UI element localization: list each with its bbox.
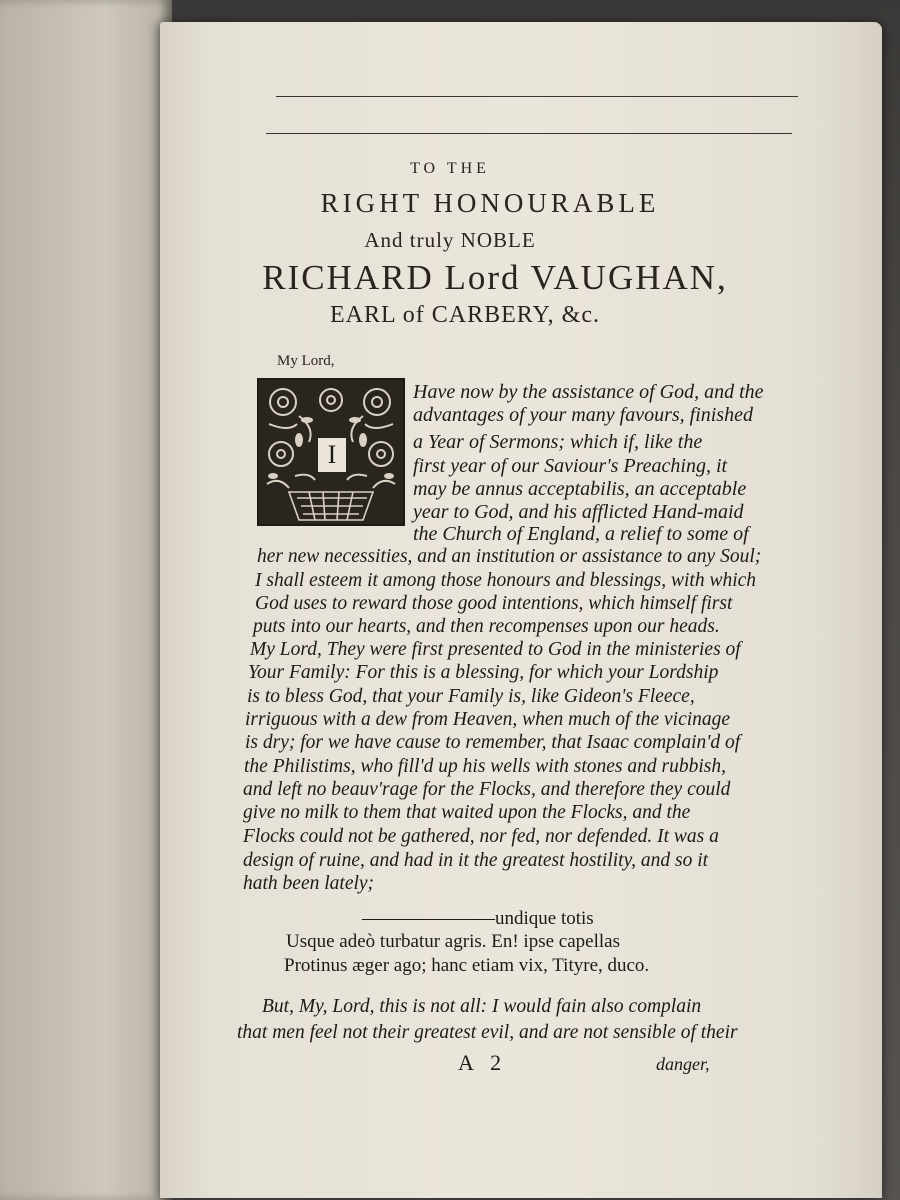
body-line: advantages of your many favours, finished [413, 404, 753, 426]
body-line: year to God, and his afflicted Hand-maid [413, 501, 744, 523]
body-line: I shall esteem it among those honours and blessings, with which [255, 570, 757, 591]
verse-line: Protinus æger ago; hanc etiam vix, Tityre, duco. [284, 955, 650, 976]
body-line: her new necessities, and an institution or assistance to any Soul; [257, 546, 762, 567]
header-rule-bottom [266, 133, 792, 134]
body-line: hath been lately; [243, 873, 375, 894]
body-line: and left no beauv'rage for the Flocks, and therefore they could [243, 779, 731, 800]
body-line: is to bless God, that your Family is, like Gideon's Fleece, [247, 686, 695, 707]
body-line: Your Family: For this is a blessing, for which your Lordship [248, 662, 719, 683]
body-line: design of ruine, and had in it the greatest hostility, and so it [243, 850, 709, 871]
body-line: may be annus acceptabilis, an acceptable [413, 478, 747, 500]
body-line: the Philistims, who fill'd up his wells with stones and rubbish, [244, 756, 726, 777]
body-line: a Year of Sermons; which if, like the [413, 431, 703, 453]
heading-richard-lord-vaughan: RICHARD Lord VAUGHAN, [262, 258, 728, 297]
body-line: My Lord, They were first presented to God in the ministeries of [250, 639, 741, 660]
body-line: irriguous with a dew from Heaven, when much of the vicinage [245, 709, 731, 730]
body-line: Flocks could not be gathered, nor fed, nor defended. It was a [243, 826, 719, 847]
catchword: danger, [656, 1054, 710, 1074]
body-line: the Church of England, a relief to some of [413, 523, 749, 545]
heading-earl-of-carbery: EARL of CARBERY, &c. [329, 302, 601, 328]
salutation: My Lord, [277, 353, 335, 369]
body-line: is dry; for we have cause to remember, that Isaac complain'd of [245, 732, 741, 753]
body-line: puts into our hearts, and then recompenses upon our heads. [253, 616, 720, 637]
body-line: first year of our Saviour's Preaching, it [413, 455, 728, 477]
facing-page [0, 0, 172, 1200]
drop-cap-letter: I [316, 436, 348, 474]
verse-line: ———————undique totis [362, 908, 594, 929]
heading-to-the: TO THE [410, 160, 490, 177]
verse-line: Usque adeò turbatur agris. En! ipse capellas [286, 931, 620, 952]
closing-line: that men feel not their greatest evil, and are not sensible of their [237, 1022, 738, 1043]
facing-page-ghost-text [62, 40, 80, 120]
signature-mark: A 2 [458, 1050, 508, 1075]
body-line: Have now by the assistance of God, and the [413, 381, 764, 403]
closing-line: But, My, Lord, this is not all: I would fain also complain [262, 996, 702, 1017]
header-rule-top [276, 96, 798, 97]
heading-right-honourable: RIGHT HONOURABLE [320, 188, 660, 218]
body-line: God uses to reward those good intentions, which himself first [255, 593, 733, 614]
ornamental-drop-cap [257, 378, 405, 526]
heading-truly-noble: And truly NOBLE [364, 228, 536, 252]
body-line: give no milk to them that waited upon the Flocks, and the [243, 802, 691, 823]
